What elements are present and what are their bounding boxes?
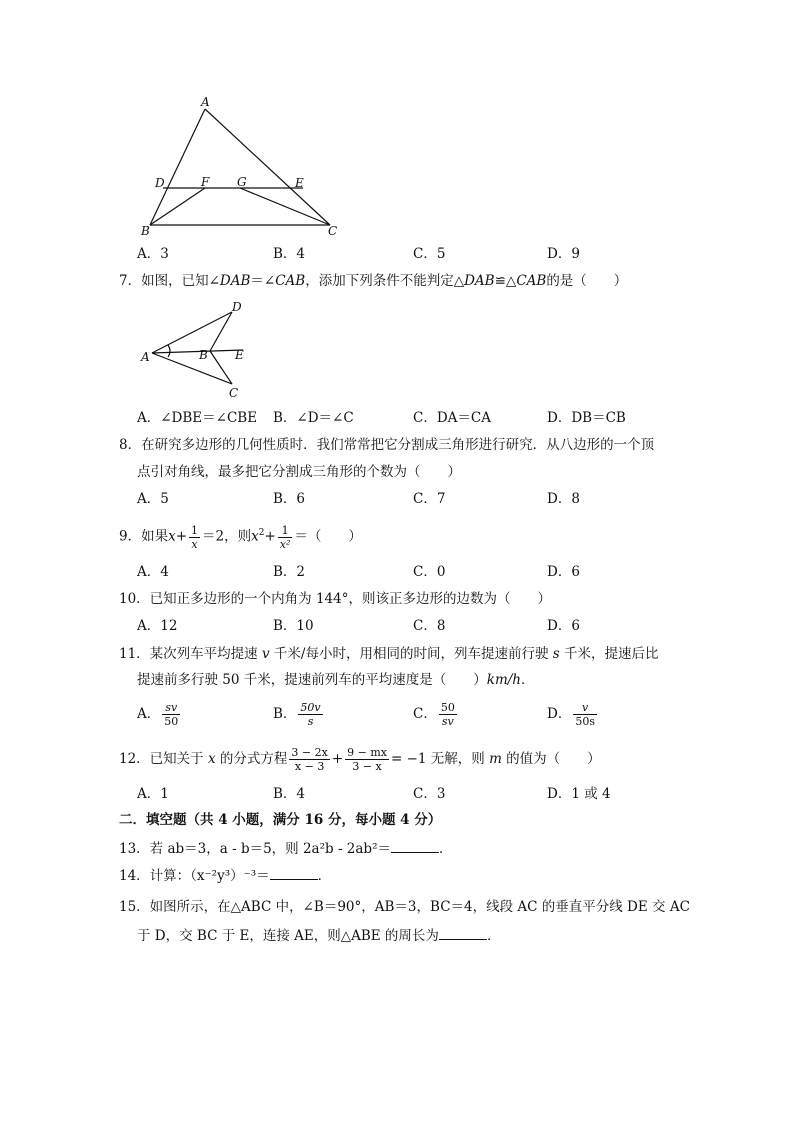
q15-stem-line1: 15．如图所示，在△ABC 中，∠B＝90°，AB＝3，BC＝4，线段 AC 的垂直平分线 DE 交 AC xyxy=(119,899,690,915)
q11-option-d-frac xyxy=(573,701,597,728)
q11-stem2-end: ． xyxy=(521,672,535,688)
q11-stem-line1 xyxy=(119,645,659,663)
q6-triangle-figure xyxy=(135,92,350,242)
q12-option-d: D．1 或 4 xyxy=(547,786,611,802)
q7-stem-mid: ，添加下列条件不能判定△ xyxy=(305,273,465,289)
q11-option-c xyxy=(413,698,459,730)
q6-option-b: B．4 xyxy=(273,246,306,262)
q8-option-d: D．8 xyxy=(547,491,580,507)
q12-frac1-den: x − 3 xyxy=(294,760,325,773)
q14-text: 14．计算：（x⁻²y³）⁻³＝ xyxy=(119,868,270,884)
q7-label-a: A xyxy=(141,350,150,364)
q12-frac1-num: 3 − 2x xyxy=(291,746,328,759)
q12-stem xyxy=(119,744,601,774)
q14-stem xyxy=(119,865,331,885)
q12-option-b: B．4 xyxy=(273,786,306,802)
q9-frac1-num: 1 xyxy=(191,523,199,537)
q11-stem-line2 xyxy=(137,671,535,689)
q15-line2-text: 于 D，交 BC 于 E，连接 AE，则△ABE 的周长为 xyxy=(137,928,439,944)
q7-label-c: C xyxy=(229,386,239,400)
q13-end: ． xyxy=(439,841,453,857)
q6-option-d: D．9 xyxy=(547,246,580,262)
q15-stem-line2 xyxy=(137,925,500,945)
q11-option-b-den: s xyxy=(307,715,314,728)
q11-option-b-frac xyxy=(298,701,322,728)
q7-label-e: E xyxy=(235,348,244,362)
q12-plus: + xyxy=(331,751,344,767)
q9-plus2: + xyxy=(264,528,276,545)
q11-option-d-label: D． xyxy=(547,706,572,722)
q8-stem-line2: 点引对角线，最多把它分割成三角形的个数为（ ） xyxy=(137,464,461,480)
q12-frac2-num: 9 − mx xyxy=(347,746,387,759)
q13-stem xyxy=(119,838,453,858)
q6-label-b: B xyxy=(141,224,150,238)
q9-option-c: C．0 xyxy=(413,564,446,580)
q6-option-a: A．3 xyxy=(137,246,169,262)
q9-eq: ＝2，则 xyxy=(202,528,252,545)
q12-m: m xyxy=(489,751,502,767)
q9-suffix: ＝（ ） xyxy=(294,528,362,545)
q9-plus: + xyxy=(175,528,188,545)
q6-label-c: C xyxy=(328,224,338,238)
q8-option-b: B．6 xyxy=(273,491,306,507)
q11-option-b-num: 50v xyxy=(300,701,321,714)
q10-option-c: C．8 xyxy=(413,618,446,634)
q14-end: ． xyxy=(317,868,332,884)
q7-option-b: B．∠D＝∠C xyxy=(273,410,354,426)
q11-option-c-label: C． xyxy=(413,706,437,722)
q11-v: v xyxy=(261,646,270,662)
q9-prefix: 9．如果 xyxy=(119,528,169,545)
q7-option-a: A．∠DBE＝∠CBE xyxy=(137,410,258,426)
q15-end: ． xyxy=(486,928,501,944)
q11-unit: km/h xyxy=(486,672,521,688)
q6-label-g: G xyxy=(237,175,247,189)
q7-stem-end: 的是（ ） xyxy=(546,273,628,289)
q9-option-a: A．4 xyxy=(137,564,169,580)
q6-label-a: A xyxy=(201,95,210,109)
q8-option-a: A．5 xyxy=(137,491,169,507)
q10-option-b: B．10 xyxy=(273,618,314,634)
q7-stem-cab: CAB xyxy=(275,273,306,289)
q12-fraction-2 xyxy=(345,746,389,773)
q9-option-b: B．2 xyxy=(273,564,306,580)
q7-stem-eq: ＝∠ xyxy=(250,273,276,289)
q7-stem-dab: DAB xyxy=(219,273,251,289)
q7-stem-dab2: DAB xyxy=(464,273,495,289)
q11-stem2-a: 提速前多行驶 50 千米，提速前列车的平均速度是（ ） xyxy=(137,672,487,688)
q11-option-d-den: 50s xyxy=(575,715,595,728)
q6-option-c: C．5 xyxy=(413,246,446,262)
q13-text: 13．若 ab＝3，a - b＝5，则 2a²b - 2ab²＝ xyxy=(119,841,391,857)
q10-option-d: D．6 xyxy=(547,618,580,634)
q10-stem: 10．已知正多边形的一个内角为 144°，则该正多边形的边数为（ ） xyxy=(119,591,551,607)
q12-prefix: 12．已知关于 xyxy=(119,751,208,767)
q9-stem xyxy=(119,518,362,552)
q14-answer-blank[interactable] xyxy=(270,865,318,880)
q9-x2: x xyxy=(251,528,259,545)
q7-stem-cab2: CAB xyxy=(516,273,547,289)
q9-frac2-num: 1 xyxy=(278,524,293,538)
q11-stem1-a: 11．某次列车平均提速 xyxy=(119,646,262,662)
q11-option-b-label: B． xyxy=(273,706,297,722)
q11-option-a-frac xyxy=(162,701,180,728)
q12-option-c: C．3 xyxy=(413,786,446,802)
q7-label-d: D xyxy=(232,300,242,314)
q9-fraction-2 xyxy=(278,524,293,551)
q11-option-c-den: sv xyxy=(441,715,454,728)
q6-label-f: F xyxy=(201,175,210,189)
q15-answer-blank[interactable] xyxy=(439,925,487,940)
q11-option-d xyxy=(547,698,599,730)
q12-frac2-den: 3 − x xyxy=(352,760,382,773)
q11-option-c-num: 50 xyxy=(440,701,455,714)
q13-answer-blank[interactable] xyxy=(391,838,439,853)
q9-option-d: D．6 xyxy=(547,564,580,580)
q11-option-a-den: 50 xyxy=(164,715,179,728)
q7-stem-congruent: ≌△ xyxy=(494,273,517,289)
q6-label-e: E xyxy=(295,176,304,190)
q9-frac2-den: x² xyxy=(279,537,291,551)
q12-mid: 的分式方程 xyxy=(215,751,288,767)
q12-option-a: A．1 xyxy=(137,786,169,802)
q7-stem xyxy=(119,272,627,290)
q7-stem-prefix: 7．如图，已知∠ xyxy=(119,273,220,289)
q8-option-c: C．7 xyxy=(413,491,446,507)
q9-x: x xyxy=(168,528,176,545)
q11-s: s xyxy=(552,646,560,662)
q12-x: x xyxy=(207,751,216,767)
q7-option-c: C．DA＝CA xyxy=(413,410,491,426)
q8-stem-line1: 8．在研究多边形的几何性质时．我们常常把它分割成三角形进行研究．从八边形的一个顶 xyxy=(119,437,655,453)
q7-label-b: B xyxy=(199,348,208,362)
q11-stem1-b: 千米/每小时，用相同的时间，列车提速前行驶 xyxy=(269,646,553,662)
q7-option-d: D．DB＝CB xyxy=(547,410,626,426)
section-2-heading: 二．填空题（共 4 小题，满分 16 分，每小题 4 分） xyxy=(119,812,442,828)
q9-fraction-1 xyxy=(189,524,200,551)
q9-frac1-den: x xyxy=(191,537,198,551)
q11-option-a-label: A． xyxy=(137,706,161,722)
q6-label-d: D xyxy=(155,176,165,190)
q11-stem1-c: 千米，提速后比 xyxy=(559,646,659,662)
q7-figure xyxy=(135,298,265,403)
q12-fraction-1 xyxy=(289,746,329,773)
q11-option-c-frac xyxy=(439,701,457,728)
q10-option-a: A．12 xyxy=(137,618,178,634)
q11-option-a-num: sv xyxy=(162,701,180,715)
q11-option-b xyxy=(273,698,325,730)
q9-sup: 2 xyxy=(258,528,265,538)
q11-option-a xyxy=(137,698,182,730)
q11-option-d-num: v xyxy=(573,701,597,715)
q12-eq: = −1 无解，则 xyxy=(390,751,490,767)
q12-suffix: 的值为（ ） xyxy=(501,751,601,767)
